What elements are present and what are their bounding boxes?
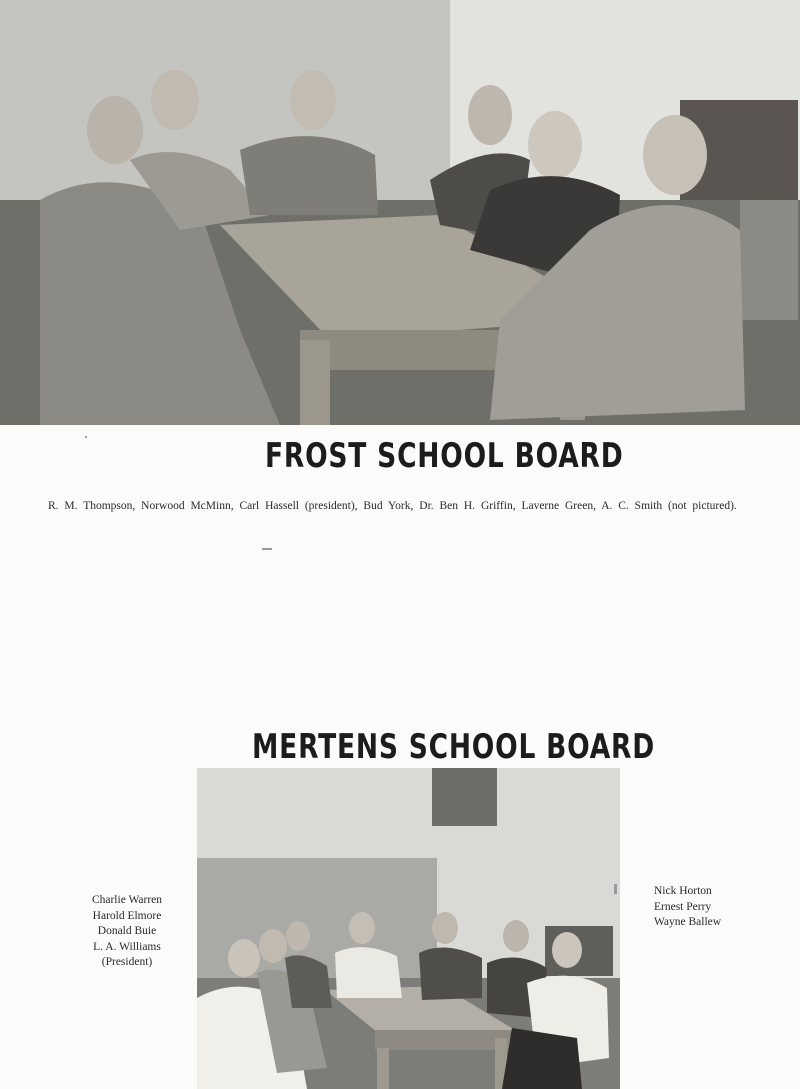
print-mark [85,436,87,438]
mertens-board-title: MERTENS SCHOOL BOARD [252,727,656,767]
mertens-photo-illustration [197,768,620,1089]
member-name: L. A. Williams [93,940,161,953]
member-name: Harold Elmore [92,909,162,922]
mertens-left-names [72,893,182,971]
member-name: Nick Horton [654,885,712,897]
frost-board-photo [0,0,800,425]
member-name: Charlie Warren [91,894,163,906]
frost-photo-illustration [0,0,800,425]
member-name: Wayne Ballew [654,916,722,928]
frost-board-title: FROST SCHOOL BOARD [265,436,624,476]
member-name: Donald Buie [97,925,157,937]
frost-board-caption: R. M. Thompson, Norwood McMinn, Carl Hassell (president), Bud York, Dr. Ben H. Griffin, Laverne Green, A. C. Smith (not pictured). [48,499,737,512]
mertens-board-photo [197,768,620,1089]
member-name: Ernest Perry [654,900,712,913]
print-mark [262,548,272,550]
mertens-right-names [654,884,721,931]
print-mark [614,884,617,894]
member-role: (President) [101,956,153,968]
